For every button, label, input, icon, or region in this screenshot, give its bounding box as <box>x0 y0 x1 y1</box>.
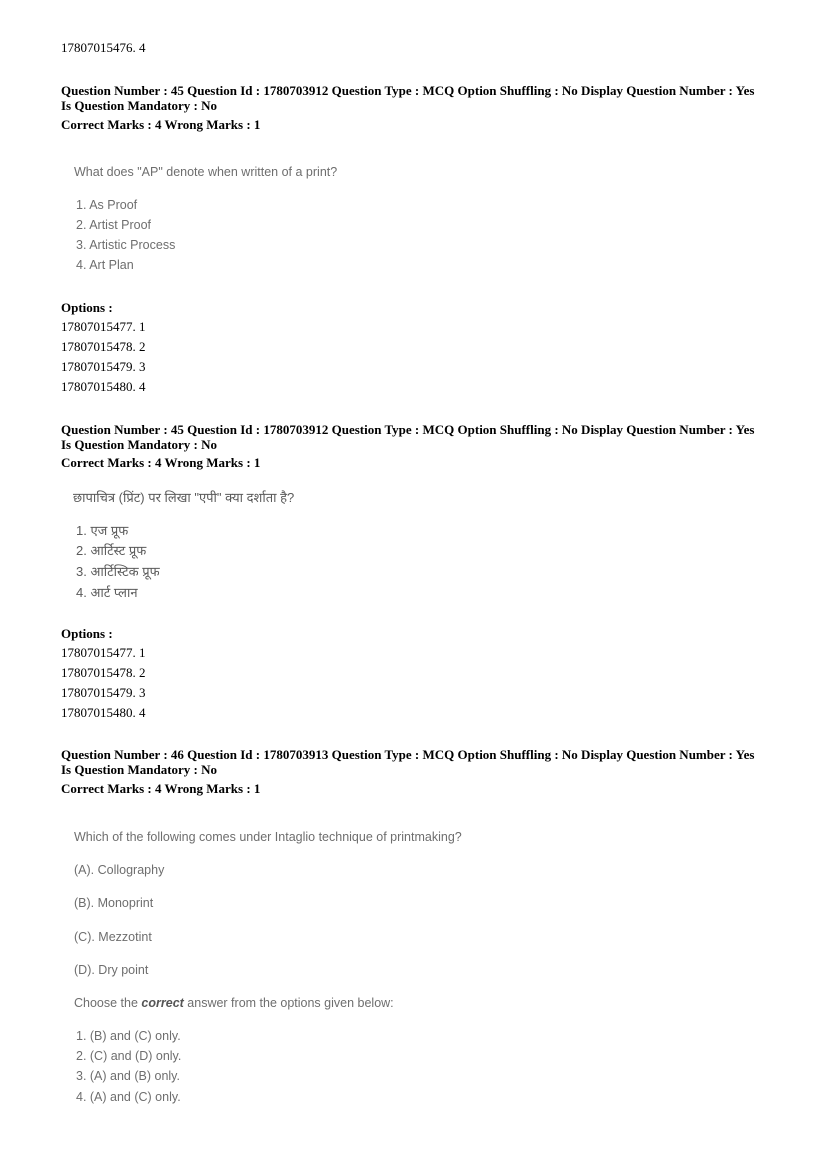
choice: 2. Artist Proof <box>76 218 152 232</box>
question-text: Which of the following comes under Intaglio technique of printmaking? <box>74 830 462 844</box>
question-marks: Correct Marks : 4 Wrong Marks : 1 <box>61 117 261 132</box>
question-header-line2: Is Question Mandatory : No <box>61 762 218 777</box>
choice: 1. As Proof <box>76 198 138 212</box>
choice: 4. आर्ट प्लान <box>76 585 138 600</box>
statement-item: (A). Collography <box>74 863 165 877</box>
question-header-line1: Question Number : 45 Question Id : 1780703912 Question Type : MCQ Option Shuffling : No Display Question Number : Yes <box>61 422 755 437</box>
options-label: Options : <box>61 626 113 641</box>
previous-option-line: 17807015476. 4 <box>61 40 146 55</box>
statement-item: (B). Monoprint <box>74 896 154 910</box>
options-label: Options : <box>61 300 113 315</box>
question-text: What does "AP" denote when written of a print? <box>74 165 338 179</box>
choice: 1. एज प्रूफ <box>76 523 129 538</box>
option-item: 17807015477. 1 <box>61 645 146 660</box>
option-item: 17807015478. 2 <box>61 665 146 680</box>
choice: 2. आर्टिस्ट प्रूफ <box>76 543 147 558</box>
question-marks: Correct Marks : 4 Wrong Marks : 1 <box>61 781 261 796</box>
option-item: 17807015480. 4 <box>61 379 146 394</box>
question-header-line2: Is Question Mandatory : No <box>61 437 218 452</box>
question-header-line1: Question Number : 46 Question Id : 1780703913 Question Type : MCQ Option Shuffling : No Display Question Number : Yes <box>61 747 755 762</box>
question-header-line2: Is Question Mandatory : No <box>61 98 218 113</box>
instruction-pre: Choose the <box>74 996 142 1010</box>
instruction-text <box>74 996 394 1010</box>
choice: 3. (A) and (B) only. <box>76 1069 180 1083</box>
statement-item: (C). Mezzotint <box>74 930 152 944</box>
instruction-post: answer from the options given below: <box>183 996 394 1010</box>
choice: 4. Art Plan <box>76 258 134 272</box>
option-item: 17807015479. 3 <box>61 685 146 700</box>
option-item: 17807015480. 4 <box>61 705 146 720</box>
statement-item: (D). Dry point <box>74 963 149 977</box>
question-text: छापाचित्र (प्रिंट) पर लिखा "एपी" क्या दर्शाता है? <box>73 490 295 505</box>
question-marks: Correct Marks : 4 Wrong Marks : 1 <box>61 455 261 470</box>
option-item: 17807015479. 3 <box>61 359 146 374</box>
question-header-line1: Question Number : 45 Question Id : 1780703912 Question Type : MCQ Option Shuffling : No Display Question Number : Yes <box>61 83 755 98</box>
option-item: 17807015477. 1 <box>61 319 146 334</box>
instruction-emphasis: correct <box>141 996 184 1010</box>
option-item: 17807015478. 2 <box>61 339 146 354</box>
choice: 2. (C) and (D) only. <box>76 1049 182 1063</box>
choice: 4. (A) and (C) only. <box>76 1090 181 1104</box>
choice: 3. आर्टिस्टिक प्रूफ <box>76 564 160 579</box>
choice: 3. Artistic Process <box>76 238 176 252</box>
choice: 1. (B) and (C) only. <box>76 1029 181 1043</box>
